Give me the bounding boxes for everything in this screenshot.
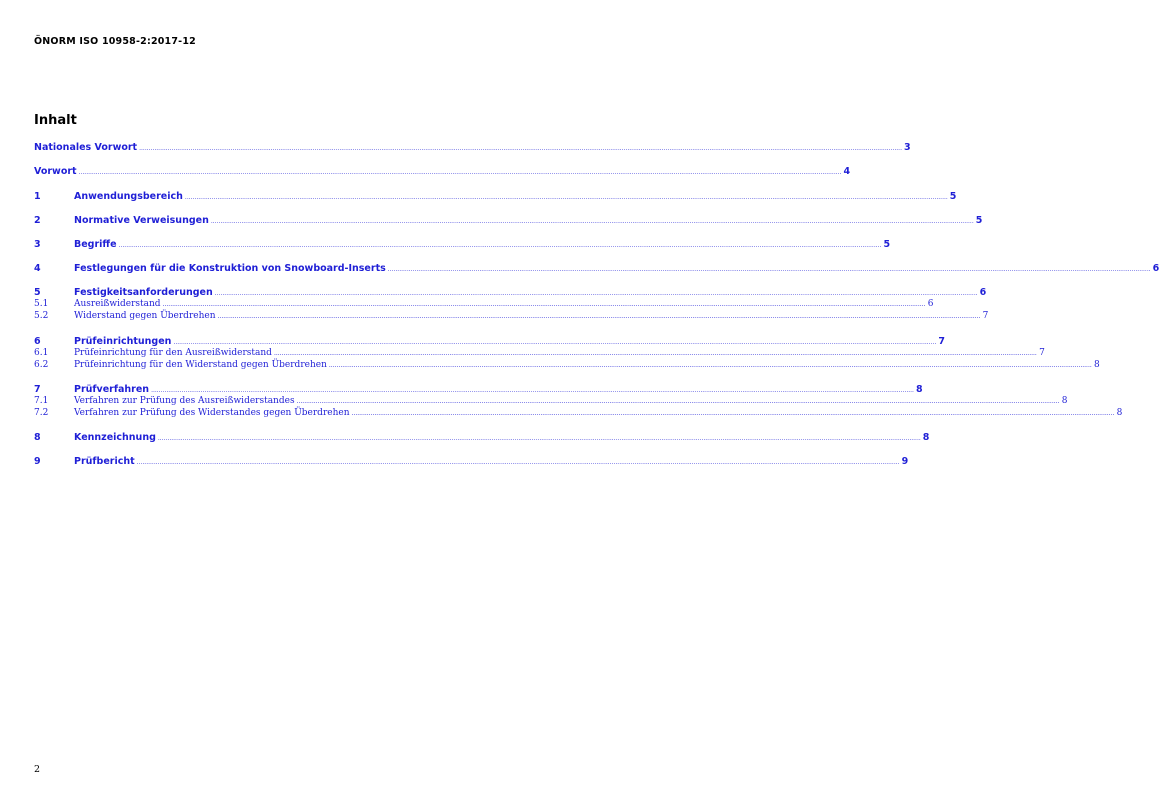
- toc-entry-label: Prüfeinrichtung für den Ausreißwiderstand: [74, 348, 272, 358]
- toc-entry-label: Prüfeinrichtung für den Widerstand gegen Überdrehen: [74, 360, 327, 370]
- toc-leader-dots: ................................................................................................................................................................................................................................................................................................................................................................................................................: [217, 313, 981, 320]
- toc-entry-page: 8: [1116, 408, 1123, 418]
- toc-leader-dots: ................................................................................................................................................................................................................................................................................................................................................................................................................: [118, 242, 882, 249]
- toc-entry-number: 5: [34, 287, 41, 298]
- toc-leader-dots: ................................................................................................................................................................................................................................................................................................................................................................................................................: [139, 145, 902, 152]
- toc-entry-page: 6: [1152, 263, 1159, 274]
- document-header: ÖNORM ISO 10958-2:2017-12: [34, 36, 196, 47]
- toc-leader-dots: ................................................................................................................................................................................................................................................................................................................................................................................................................: [273, 350, 1037, 357]
- toc-entry[interactable]: [34, 190, 957, 203]
- toc-entry-page: 5: [975, 215, 983, 226]
- toc-leader-dots: ................................................................................................................................................................................................................................................................................................................................................................................................................: [328, 362, 1092, 369]
- toc-leader-dots: ................................................................................................................................................................................................................................................................................................................................................................................................................: [136, 459, 900, 466]
- toc-entry-label: Prüfverfahren: [74, 384, 150, 395]
- toc-entry-number: 9: [34, 456, 41, 467]
- toc-leader-dots: ................................................................................................................................................................................................................................................................................................................................................................................................................: [157, 435, 921, 442]
- toc-entry-label: Verfahren zur Prüfung des Ausreißwiderstandes: [74, 396, 295, 406]
- toc-entry[interactable]: [34, 359, 1100, 371]
- toc-entry-label: Verfahren zur Prüfung des Widerstandes gegen Überdrehen: [74, 408, 350, 418]
- toc-leader-dots: ................................................................................................................................................................................................................................................................................................................................................................................................................: [184, 194, 948, 201]
- toc-entry-label: Ausreißwiderstand: [74, 299, 161, 309]
- toc-entry[interactable]: [34, 262, 1159, 275]
- toc-entry[interactable]: [34, 347, 1045, 359]
- toc-entry-number: 4: [34, 263, 41, 274]
- toc-entry[interactable]: [34, 214, 983, 227]
- toc-entry-number: 7: [34, 384, 41, 395]
- toc-entry-page: 7: [982, 311, 989, 321]
- toc-leader-dots: ................................................................................................................................................................................................................................................................................................................................................................................................................: [151, 387, 914, 394]
- toc-leader-dots: ................................................................................................................................................................................................................................................................................................................................................................................................................: [210, 218, 974, 225]
- toc-leader-dots: ................................................................................................................................................................................................................................................................................................................................................................................................................: [214, 290, 978, 297]
- toc-entry-page: 5: [883, 239, 891, 250]
- toc-entry[interactable]: [34, 431, 930, 444]
- toc-leader-dots: ................................................................................................................................................................................................................................................................................................................................................................................................................: [387, 266, 1151, 273]
- toc-entry-page: 4: [843, 166, 851, 177]
- toc-entry-label: Begriffe: [74, 239, 117, 250]
- toc-title: Inhalt: [34, 113, 77, 128]
- toc-entry-page: 8: [922, 432, 930, 443]
- toc-entry-label: Widerstand gegen Überdrehen: [74, 311, 216, 321]
- toc-entry-number: 7.1: [34, 396, 49, 406]
- toc-entry-page: 7: [938, 336, 945, 347]
- toc-entry[interactable]: [34, 310, 989, 322]
- toc-entry-label: Vorwort: [34, 166, 77, 177]
- toc-entry-number: 3: [34, 239, 41, 250]
- toc-entry-page: 8: [1061, 396, 1068, 406]
- toc-entry-label: Kennzeichnung: [74, 432, 156, 443]
- toc-entry-page: 6: [979, 287, 987, 298]
- toc-entry-label: Festigkeitsanforderungen: [74, 287, 213, 298]
- toc-entry-label: Normative Verweisungen: [74, 215, 209, 226]
- toc-entry-number: 2: [34, 215, 41, 226]
- toc-entry-label: Festlegungen für die Konstruktion von Snowboard-Inserts: [74, 263, 386, 274]
- toc-leader-dots: ................................................................................................................................................................................................................................................................................................................................................................................................................: [162, 301, 926, 308]
- toc-entry-number: 5.2: [34, 311, 49, 321]
- toc-leader-dots: ................................................................................................................................................................................................................................................................................................................................................................................................................: [78, 169, 842, 176]
- toc-entry[interactable]: [34, 455, 909, 468]
- toc-entry[interactable]: [34, 395, 1068, 407]
- toc-entry[interactable]: [34, 407, 1123, 419]
- toc-leader-dots: ................................................................................................................................................................................................................................................................................................................................................................................................................: [351, 410, 1115, 417]
- toc-entry[interactable]: [34, 238, 891, 251]
- toc-entry-number: 6.1: [34, 348, 49, 358]
- toc-entry-label: Nationales Vorwort: [34, 142, 138, 153]
- toc-entry-number: 5.1: [34, 299, 49, 309]
- toc-entry[interactable]: [34, 141, 911, 154]
- toc-entry-page: 6: [927, 299, 934, 309]
- toc-entry-number: 1: [34, 191, 41, 202]
- toc-entry-number: 6: [34, 336, 41, 347]
- toc-entry-number: 7.2: [34, 408, 49, 418]
- toc-entry-label: Prüfbericht: [74, 456, 135, 467]
- toc-entry-label: Anwendungsbereich: [74, 191, 183, 202]
- toc-entry-page: 9: [901, 456, 909, 467]
- toc-entry-page: 8: [1094, 360, 1100, 370]
- toc-leader-dots: ................................................................................................................................................................................................................................................................................................................................................................................................................: [173, 339, 937, 346]
- toc-entry[interactable]: [34, 165, 851, 178]
- toc-entry-page: 8: [915, 384, 923, 395]
- toc-entry[interactable]: [34, 298, 934, 310]
- toc-entry-number: 8: [34, 432, 41, 443]
- toc-entry-label: Prüfeinrichtungen: [74, 336, 172, 347]
- toc-entry-number: 6.2: [34, 360, 49, 370]
- toc-entry-page: 3: [904, 142, 911, 153]
- toc-entry-page: 7: [1039, 348, 1045, 358]
- toc-leader-dots: ................................................................................................................................................................................................................................................................................................................................................................................................................: [296, 398, 1060, 405]
- page-number: 2: [34, 764, 41, 775]
- toc-entry-page: 5: [949, 191, 957, 202]
